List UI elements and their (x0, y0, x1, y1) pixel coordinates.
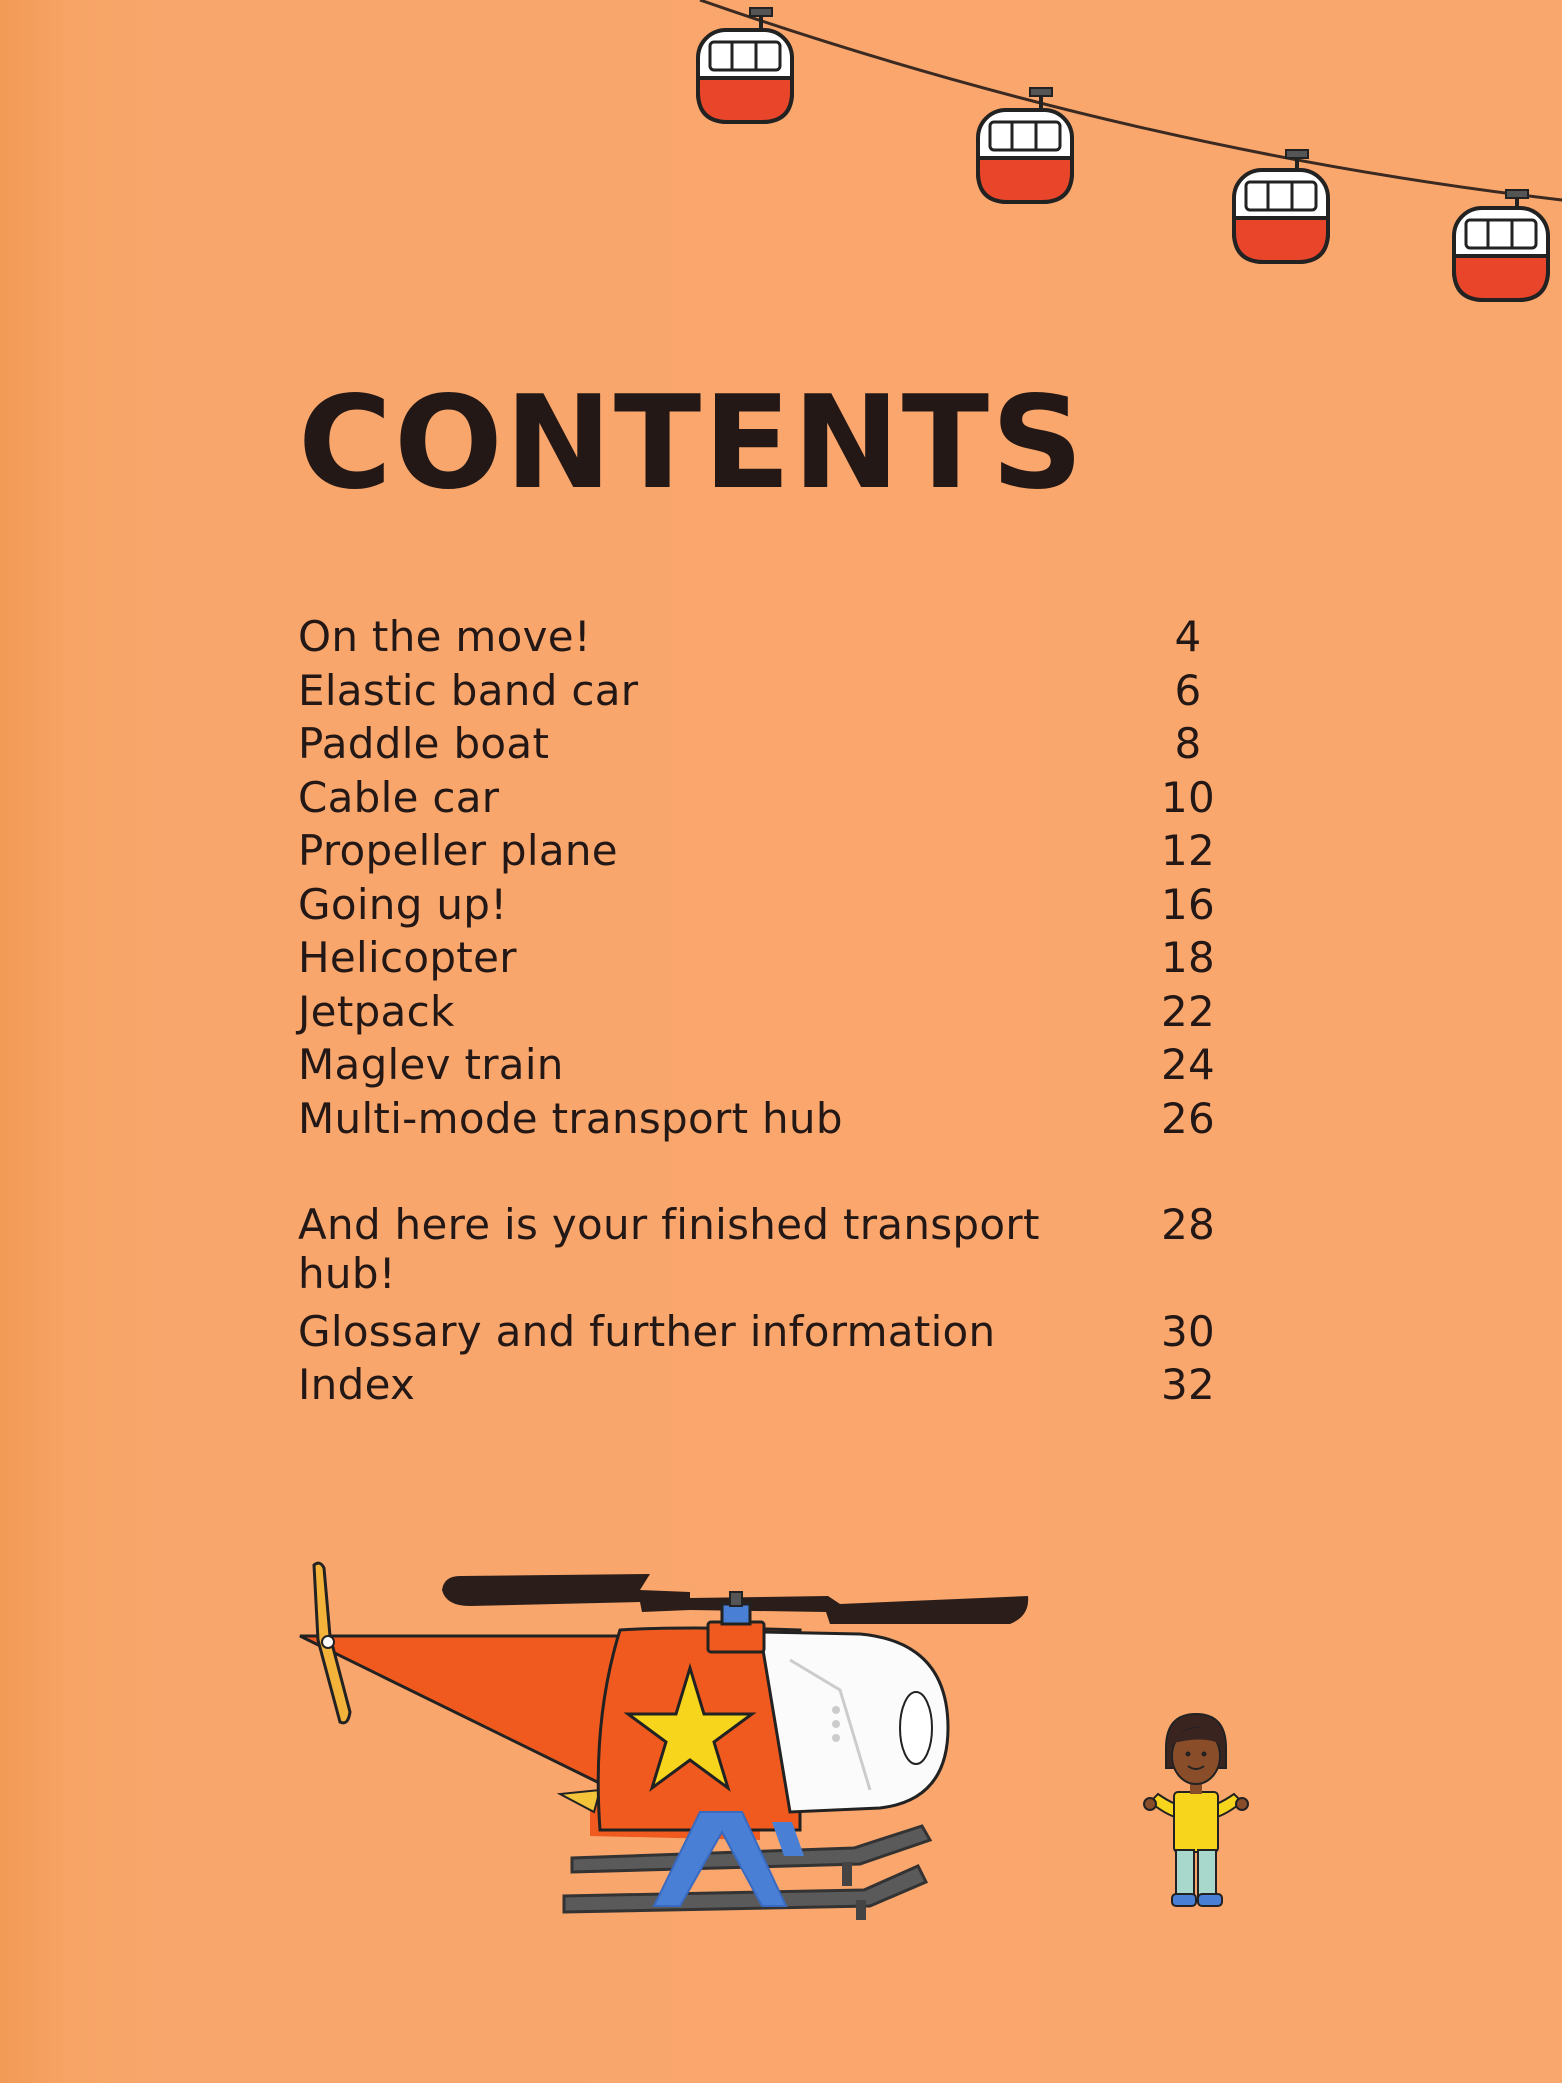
toc-entry-label: Going up! (298, 879, 508, 929)
toc-entry-label: And here is your finished transport hub! (298, 1200, 1040, 1298)
toc-entry-label: Cable car (298, 772, 500, 822)
child-figure-icon (1144, 1714, 1248, 1906)
toc-entry-label: Maglev train (298, 1040, 564, 1089)
toc-entry[interactable] (298, 1094, 1228, 1148)
toc-entry-label: Elastic band car (298, 665, 639, 715)
toc-entry-label: Glossary and further information (298, 1306, 996, 1356)
toc-entry-page: 32 (1160, 1360, 1216, 1409)
toc-entry-label: Multi-mode transport hub (298, 1093, 843, 1143)
toc-entry[interactable] (298, 612, 1228, 666)
toc-entry[interactable] (298, 1040, 1228, 1094)
toc-entry-page: 16 (1160, 879, 1216, 929)
cable-line (700, 0, 1562, 200)
toc-entry-page: 26 (1160, 1093, 1216, 1143)
toc-entry-label: Helicopter (298, 933, 517, 982)
toc-entry[interactable] (298, 987, 1228, 1041)
toc-entry[interactable] (298, 666, 1228, 720)
toc-entry-page: 12 (1160, 826, 1216, 875)
toc-entry-label: On the move! (298, 612, 592, 661)
toc-spacer (298, 1147, 1228, 1200)
toc-entry[interactable] (298, 826, 1228, 880)
cable-car-icon (1234, 150, 1328, 262)
toc-entry-label: Index (298, 1360, 416, 1409)
toc-entry-featured[interactable] (298, 1200, 1228, 1298)
toc-entry-page: 22 (1160, 986, 1216, 1036)
toc-entry[interactable] (298, 1360, 1228, 1414)
table-of-contents (298, 612, 1228, 1414)
toc-entry-page: 28 (1161, 1200, 1216, 1249)
toc-entry-page: 6 (1174, 665, 1202, 715)
toc-entry-label: Paddle boat (298, 719, 550, 768)
toc-entry-page: 10 (1160, 772, 1216, 822)
helicopter-icon (300, 1563, 1028, 1920)
toc-entry-page: 30 (1160, 1306, 1216, 1356)
cable-car-icon (978, 88, 1072, 202)
cable-car-icon (1454, 190, 1548, 300)
toc-entry-label: Jetpack (298, 986, 455, 1036)
toc-entry-page: 18 (1160, 933, 1216, 982)
toc-entry-page: 24 (1160, 1040, 1216, 1089)
page-title: CONTENTS (298, 369, 1086, 518)
toc-entry-page: 8 (1174, 719, 1202, 768)
toc-entry[interactable] (298, 1307, 1228, 1361)
toc-entry[interactable] (298, 773, 1228, 827)
toc-entry-page: 4 (1174, 612, 1202, 661)
toc-entry-label: Propeller plane (298, 826, 618, 875)
toc-entry[interactable] (298, 933, 1228, 987)
toc-entry[interactable] (298, 719, 1228, 773)
toc-entry[interactable] (298, 880, 1228, 934)
